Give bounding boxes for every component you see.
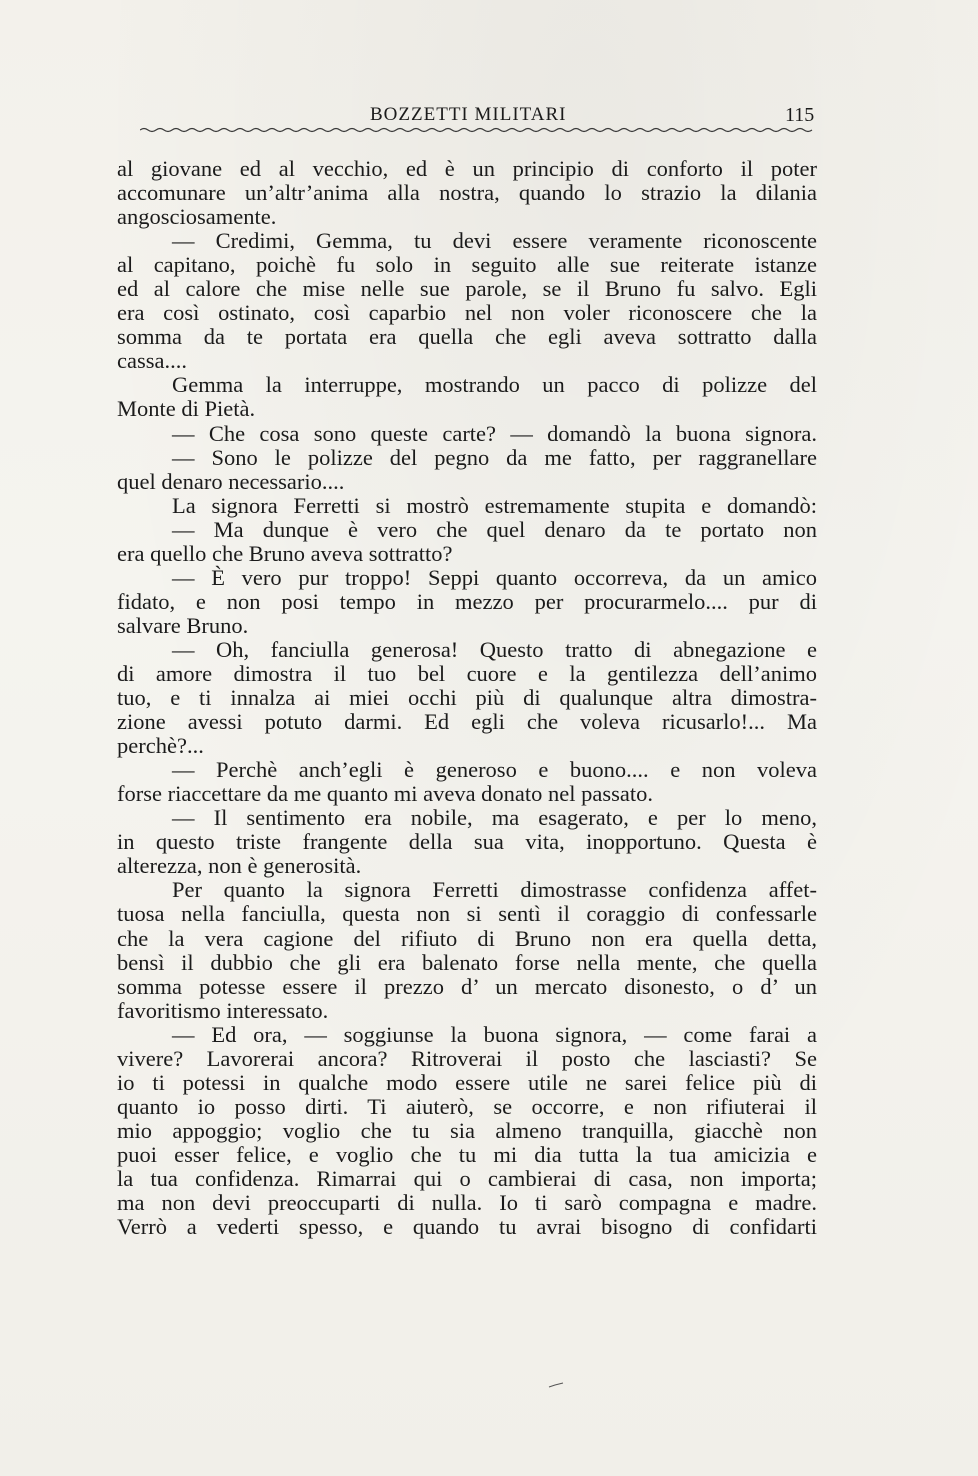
ink-mark-decoration [548,1382,564,1388]
text-line: tuo, e ti innalza ai miei occhi più di qualunque altra dimostra- [117,685,817,711]
text-line: fidato, e non posi tempo in mezzo per procurarmelo.... pur di [117,588,817,614]
text-line: Gemma la interruppe, mostrando un pacco di polizze del [172,372,817,398]
text-line: che la vera cagione del rifiuto di Bruno non era quella detta, [117,925,817,951]
text-line: bensì il dubbio che gli era balenato forse nella mente, che quella [117,949,817,975]
text-line: era così ostinato, così caparbio nel non voler riconoscere che la [117,300,817,326]
text-line: somma potesse essere il prezzo d’ un mercato disonesto, o d’ un [117,973,817,999]
text-line: accomunare un’altr’anima alla nostra, quando lo strazio la dilania [117,180,817,206]
page-number: 115 [785,104,815,126]
text-line: La signora Ferretti si mostrò estremamente stupita e domandò: [172,492,817,518]
text-line: — Credimi, Gemma, tu devi essere veramente riconoscente [172,228,817,254]
body-text [117,157,817,1239]
text-line: al giovane ed al vecchio, ed è un principio di conforto il poter [117,156,817,181]
text-line: di amore dimostra il tuo bel cuore e la gentilezza dell’animo [117,660,817,686]
text-line: forse riaccettare da me quanto mi aveva donato nel passato. [117,781,654,807]
text-line: zione avessi potuto darmi. Ed egli che voleva ricusarlo!... Ma [117,709,817,735]
text-line: Monte di Pietà. [117,396,256,422]
text-line: Per quanto la signora Ferretti dimostrasse confidenza affet- [172,877,817,903]
running-title: BOZZETTI MILITARI [370,104,567,125]
text-line: la tua confidenza. Rimarrai qui o cambierai di casa, non importa; [117,1165,817,1191]
text-line: alterezza, non è generosità. [117,853,362,879]
text-line: — Perchè anch’egli è generoso e buono.... e non voleva [172,757,817,783]
text-line: perchè?... [117,733,204,759]
text-line: — Oh, fanciulla generosa! Questo tratto di abnegazione e [172,636,817,662]
text-line: Verrò a vederti spesso, e quando tu avrai bisogno di confidarti [117,1214,817,1240]
text-line: mio appoggio; voglio che tu sia almeno tranquilla, giacchè non [117,1117,817,1143]
text-line: ma non devi preoccuparti di nulla. Io ti sarò compagna e madre. [117,1190,817,1216]
text-line: vivere? Lavorerai ancora? Ritroverai il posto che lasciasti? Se [117,1045,817,1071]
text-line: tuosa nella fanciulla, questa non si sentì il coraggio di confessarle [117,901,817,927]
text-line: cassa.... [117,348,187,374]
text-line: favoritismo interessato. [117,997,329,1023]
page-header [0,100,978,140]
text-line: — Ma dunque è vero che quel denaro da te portato non [172,516,817,542]
header-ornamental-rule [140,126,816,134]
text-line: — Ed ora, — soggiunse la buona signora, — come farai a [172,1021,817,1047]
text-line: — Sono le polizze del pegno da me fatto, per raggranellare [172,444,817,470]
text-line: somma da te portata era quella che egli aveva sottratto dalla [117,324,817,350]
text-line: era quello che Bruno aveva sottratto? [117,540,453,566]
text-line: io ti potessi in qualche modo essere utile ne sarei felice più di [117,1069,817,1095]
text-line: quel denaro necessario.... [117,468,345,494]
text-line: in questo triste frangente della sua vita, inopportuno. Questa è [117,829,817,855]
text-line: salvare Bruno. [117,612,249,638]
text-line: — È vero pur troppo! Seppi quanto occorreva, da un amico [172,564,817,590]
text-line: angosciosamente. [117,204,277,230]
text-line: puoi esser felice, e voglio che tu mi dia tutta la tua amicizia e [117,1141,817,1167]
text-line: ed al calore che mise nelle sue parole, se il Bruno fu salvo. Egli [117,276,817,302]
text-line: quanto io posso dirti. Ti aiuterò, se occorre, e non rifiuterai il [117,1093,817,1119]
text-line: — Che cosa sono queste carte? — domandò la buona signora. [172,420,817,446]
text-line: al capitano, poichè fu solo in seguito alle sue reiterate istanze [117,252,817,278]
text-line: — Il sentimento era nobile, ma esagerato, e per lo meno, [172,805,817,831]
